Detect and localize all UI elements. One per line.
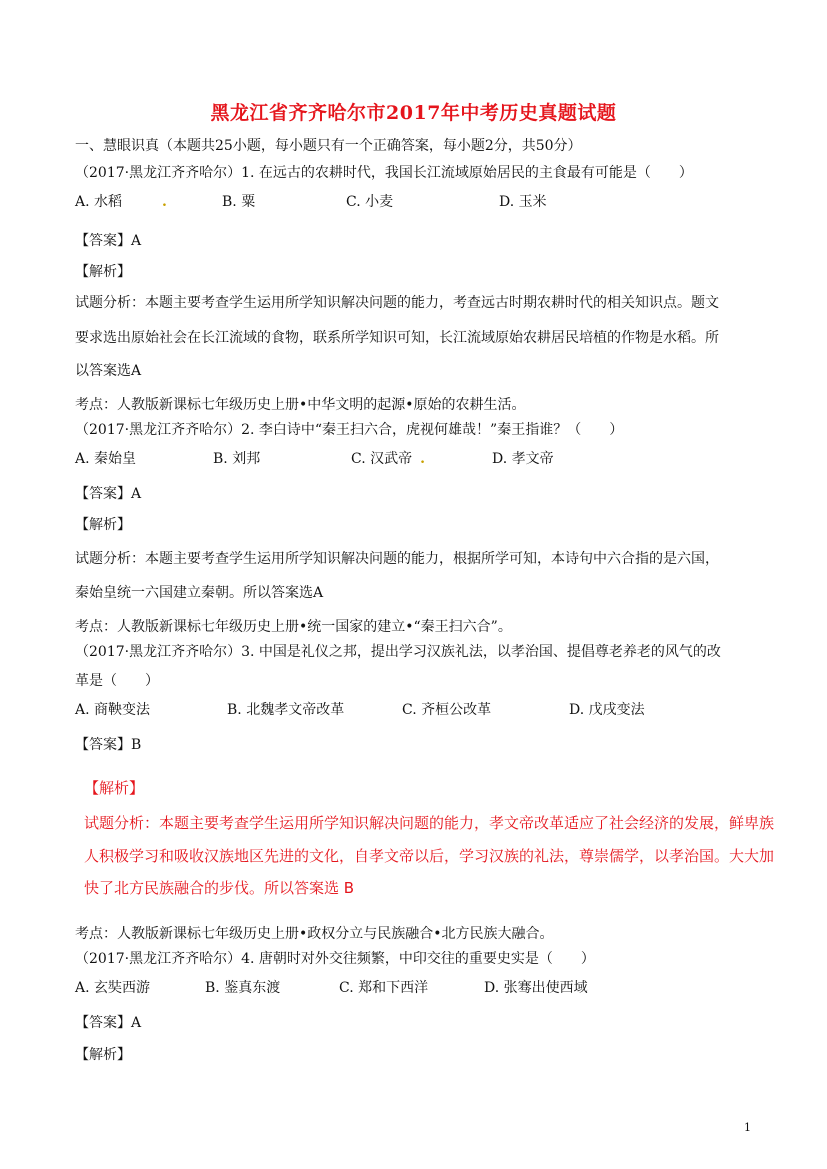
page-number: 1	[744, 1121, 751, 1134]
question-3-analysis-label: 【解析】	[84, 779, 145, 797]
question-2-analysis-label: 【解析】	[75, 517, 131, 533]
question-1-analysis-line: 以答案选A	[75, 363, 142, 379]
question-4-option-d: D. 张骞出使西域	[484, 980, 588, 996]
question-3-analysis-line: 人积极学习和吸收汉族地区先进的文化，自孝文帝以后，学习汉族的礼法，尊崇儒学，以孝治国。大大加	[84, 847, 775, 865]
question-4-analysis-label: 【解析】	[75, 1047, 131, 1063]
question-1-option-a: A. 水稻 .	[75, 194, 167, 210]
question-3-option-d: D. 戊戌变法	[569, 702, 645, 718]
question-2-option-c: C. 汉武帝 .	[351, 451, 425, 467]
question-1-analysis-line: 要求选出原始社会在长江流域的食物，联系所学知识可知，长江流域原始农耕居民培植的作物是水稻。所	[75, 330, 719, 346]
question-2-option-a: A. 秦始皇	[75, 451, 137, 467]
question-3-stem-line: （2017·黑龙江齐齐哈尔）3. 中国是礼仪之邦，提出学习汉族礼法，以孝治国、提倡尊老养老的风气的改	[75, 644, 721, 660]
mark-dot-icon: .	[420, 451, 425, 467]
question-4-answer: 【答案】A	[75, 1015, 142, 1031]
section-heading: 一、慧眼识真（本题共25小题，每小题只有一个正确答案，每小题2分，共50分）	[75, 138, 582, 154]
question-3-option-b: B. 北魏孝文帝改革	[227, 702, 345, 718]
question-3-stem-line: 革是（ ）	[75, 673, 159, 689]
question-3-answer: 【答案】B	[75, 737, 142, 753]
document-title: 黑龙江省齐齐哈尔市2017年中考历史真题试题	[210, 102, 617, 124]
question-3-option-c: C. 齐桓公改革	[402, 702, 492, 718]
question-1-analysis-label: 【解析】	[75, 264, 131, 280]
question-2-analysis-line: 秦始皇统一六国建立秦朝。所以答案选A	[75, 585, 324, 601]
question-4-option-a: A. 玄奘西游	[75, 980, 151, 996]
question-2-stem: （2017·黑龙江齐齐哈尔）2. 李白诗中“秦王扫六合，虎视何雄哉！”秦王指谁？（ ）	[75, 422, 624, 438]
question-3-option-a: A. 商鞅变法	[75, 702, 151, 718]
question-1-analysis-line: 试题分析：本题主要考查学生运用所学知识解决问题的能力，考查远古时期农耕时代的相关知识点。题文	[75, 295, 719, 311]
question-2-answer: 【答案】A	[75, 486, 142, 502]
mark-dot-icon: .	[162, 194, 167, 210]
question-1-option-d: D. 玉米	[499, 194, 547, 210]
question-4-stem: （2017·黑龙江齐齐哈尔）4. 唐朝时对外交往频繁，中印交往的重要史实是（ ）	[75, 951, 595, 967]
question-1-answer: 【答案】A	[75, 233, 142, 249]
question-2-option-d: D. 孝文帝	[492, 451, 554, 467]
question-2-point: 考点：人教版新课标七年级历史上册•统一国家的建立•“秦王扫六合”。	[75, 619, 512, 635]
question-1-option-b: B. 粟	[222, 194, 256, 210]
question-2-option-b: B. 刘邦	[213, 451, 261, 467]
question-4-option-b: B. 鉴真东渡	[205, 980, 281, 996]
question-1-stem: （2017·黑龙江齐齐哈尔）1. 在远古的农耕时代，我国长江流域原始居民的主食最有可能是（ ）	[75, 165, 693, 181]
question-3-analysis-line: 快了北方民族融合的步伐。所以答案选 B	[84, 879, 355, 897]
question-3-point: 考点：人教版新课标七年级历史上册•政权分立与民族融合•北方民族大融合。	[75, 926, 554, 942]
question-2-analysis-line: 试题分析：本题主要考查学生运用所学知识解决问题的能力，根据所学可知，本诗句中六合指的是六国，	[75, 551, 719, 567]
question-3-analysis-line: 试题分析：本题主要考查学生运用所学知识解决问题的能力，孝文帝改革适应了社会经济的发展，鲜卑族	[84, 814, 775, 832]
question-1-point: 考点：人教版新课标七年级历史上册•中华文明的起源•原始的农耕生活。	[75, 397, 526, 413]
question-4-option-c: C. 郑和下西洋	[339, 980, 429, 996]
question-1-option-c: C. 小麦	[346, 194, 394, 210]
